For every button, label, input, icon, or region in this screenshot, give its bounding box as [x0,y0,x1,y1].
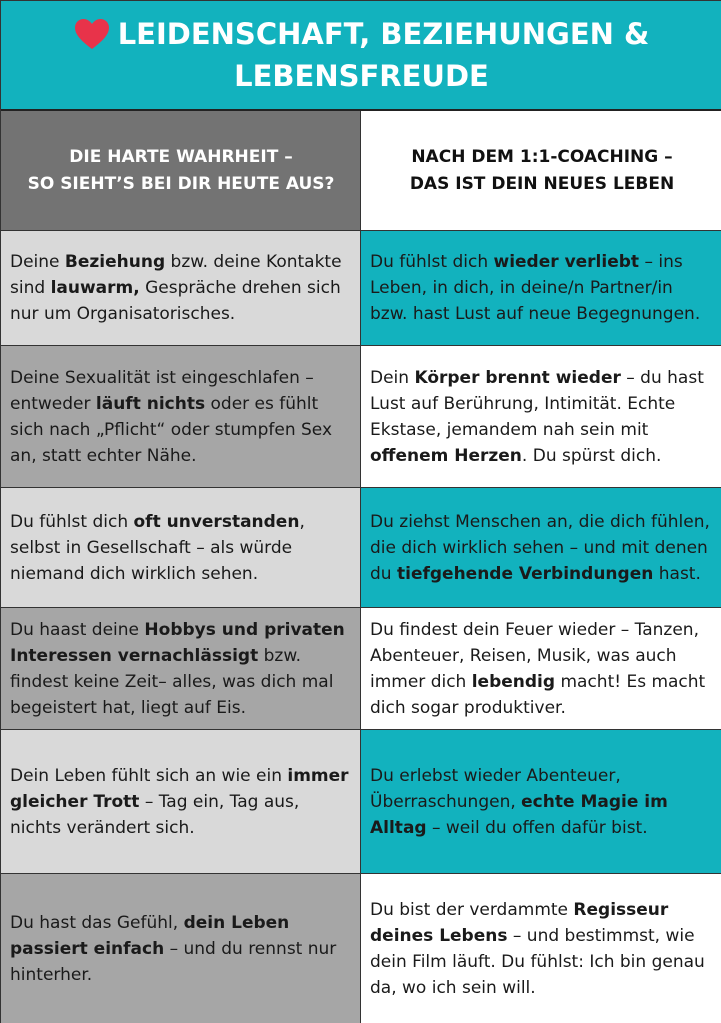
emphasis-text: wieder verliebt [493,252,640,272]
cell-text: Du erlebst wieder Abenteuer, Überraschungen, [370,765,621,812]
cell-text: – und bestimmst, wie dein Film läuft. Du fühlst: Ich bin genau da, wo ich sein will. [370,925,705,998]
emphasis-text: Hobbys und privaten Interessen vernachlässigt [10,619,345,666]
column-header-left: DIE HARTE WAHRHEIT – SO SIEHT’S BEI DIR HEUTE AUS? [1,111,361,231]
cell-text: – weil du offen dafür bist. [426,817,648,838]
cell-text: Du fühlst dich [10,511,134,532]
cell-text: bzw. deine Kontakte sind [10,252,342,298]
table-cell-left [1,874,361,1023]
emphasis-text: Regisseur deines Lebens [370,899,669,946]
emphasis-text: oft unverstanden [133,511,300,532]
cell-text: Gespräche drehen sich nur um Organisatorisches. [10,278,341,324]
emphasis-text: dein Leben passiert einfach [10,912,290,959]
cell-text: hast. [653,563,701,584]
emphasis-text: läuft nichts [95,393,206,414]
emphasis-text: immer gleicher Trott [10,765,349,812]
heart-icon [74,18,110,50]
cell-text: macht! Es macht dich sogar produktiver. [370,671,706,718]
column-header-right: NACH DEM 1:1-COACHING – DAS IST DEIN NEUES LEBEN [361,111,721,231]
emphasis-text: lebendig [471,671,556,692]
table-cell-right [361,488,721,608]
cell-text: – ins Leben, in dich, in deine/n Partner/in bzw. hast Lust auf neue Begegnungen. [370,252,701,324]
table-cell-right [361,346,721,488]
cell-text: Dein [370,367,415,388]
cell-text: Du haast deine [10,619,145,640]
cell-text: – und du rennst nur hinterher. [10,938,337,985]
emphasis-text: echte Magie im Alltag [370,791,668,838]
cell-text: Du hast das Gefühl, [10,912,184,933]
page-title-line1: LEIDENSCHAFT, BEZIEHUNGEN & [117,17,650,51]
table-cell-right [361,874,721,1023]
cell-text: – Tag ein, Tag aus, nichts verändert sich. [10,791,300,838]
table-cell-left [1,608,361,730]
emphasis-text: Beziehung [64,252,166,272]
table-cell-left [1,346,361,488]
cell-text: Dein Leben fühlt sich an wie ein [10,765,288,786]
cell-text: oder es fühlt sich nach „Pflicht“ oder stumpfen Sex an, statt echter Nähe. [10,393,333,466]
table-cell-left [1,730,361,874]
cell-text: Du findest dein Feuer wieder – Tanzen, Abenteuer, Reisen, Musik, was auch immer dich [370,619,699,692]
comparison-table [1,111,721,1023]
cell-text: . Du spürst dich. [521,445,662,466]
cell-text: Du bist der verdammte [370,899,574,920]
table-cell-right [361,231,721,346]
emphasis-text: lauwarm, [50,278,140,298]
cell-text: Du ziehst Menschen an, die dich fühlen, die dich wirklich sehen – und mit denen du [370,511,710,584]
emphasis-text: Körper brennt wieder [414,367,621,388]
table-cell-left [1,488,361,608]
table-cell-right [361,608,721,730]
emphasis-text: offenem Herzen [370,445,522,466]
page-header [1,1,721,111]
table-cell-left [1,231,361,346]
page-title-line2: LEBENSFREUDE [234,59,489,93]
cell-text: , selbst in Gesellschaft – als würde niemand dich wirklich sehen. [10,511,305,584]
cell-text: Deine Sexualität ist eingeschlafen – entweder [10,367,314,414]
cell-text: Deine [10,252,65,272]
table-cell-right [361,730,721,874]
cell-text: – du hast Lust auf Berührung, Intimität. Echte Ekstase, jemandem nah sein mit [370,367,704,440]
cell-text: bzw. findest keine Zeit– alles, was dich mal begeistert hat, liegt auf Eis. [10,645,334,718]
emphasis-text: tiefgehende Verbindungen [396,563,654,584]
cell-text: Du fühlst dich [370,252,494,272]
